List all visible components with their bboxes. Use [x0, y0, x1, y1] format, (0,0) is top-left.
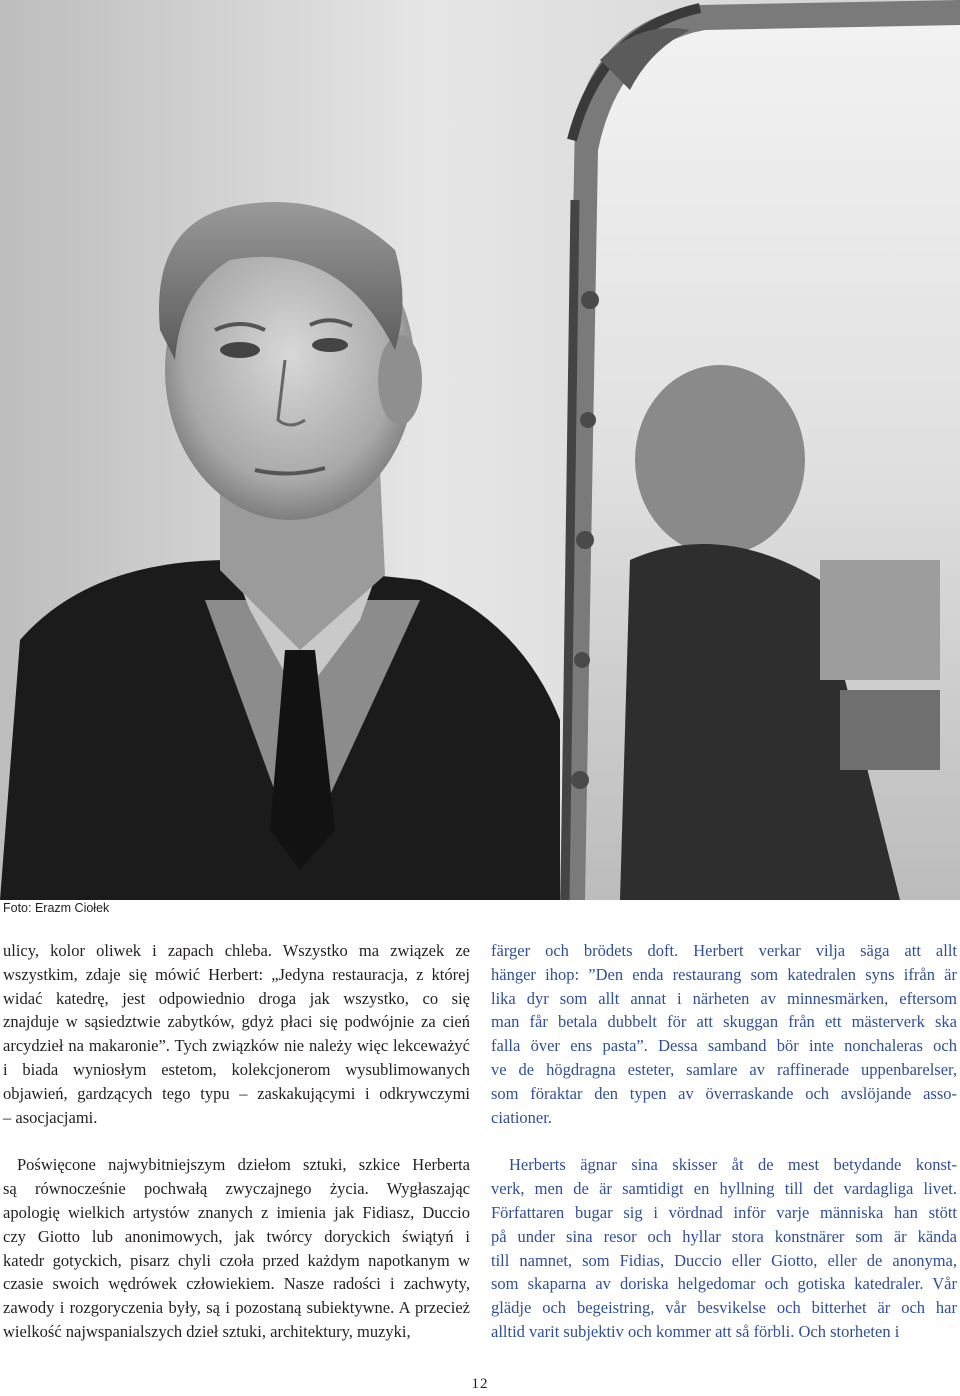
text-line: są równocześnie pochwałą zwyczajnego życia. Wygłaszając — [3, 1179, 470, 1199]
text-line: hänger ihop: ”Den enda restaurang som katedralen syns ifrån är — [491, 964, 957, 984]
swedish-paragraph-1 — [491, 939, 957, 1129]
photo-credit: Foto: Erazm Ciołek — [3, 901, 110, 915]
text-line: objawień, gardzących tego typu – zaskakującymi i odkrywczymi — [3, 1083, 470, 1103]
text-line: widać katedrę, jest odpowiednio droga jak wszystko, co się — [3, 988, 470, 1008]
text-line: i biada wyniosłym estetom, kolekcjonerom wysublimowanych — [3, 1059, 470, 1079]
text-line: som skaparna av doriska helgedomar och gotiska katedraler. Vår — [491, 1274, 957, 1294]
text-line: falla över ens pasta”. Dessa samband bör inte nonchaleras och — [491, 1036, 957, 1056]
page-number: 12 — [471, 1376, 489, 1392]
text-line: Poświęcone najwybitniejszym dziełom sztuki, szkice Herberta — [17, 1155, 470, 1175]
text-line: katedr gotyckich, pisarz chyli czoła przed każdym napotkanym w — [3, 1250, 470, 1270]
text-line: zawody i rozgoryczenia były, są i pozostaną subiektywne. A przecież — [3, 1298, 470, 1318]
text-line: på under sina resor och hyllar stora konstnärer som är kända — [491, 1226, 957, 1246]
text-line: lika dyr som allt annat i närheten av minnesmärken, eftersom — [491, 988, 957, 1008]
polish-text-column — [3, 939, 470, 1344]
text-line: verk, men de är samtidigt en hyllning till det vardagliga livet. — [491, 1179, 957, 1199]
text-line: alltid varit subjektiv och kommer att så förbli. Och storheten i — [491, 1321, 900, 1341]
text-line: ve de högdragna esteter, samlare av raffinerade uppenbarelser, — [491, 1059, 957, 1079]
text-line: znajduje w sąsiedztwie zabytków, gdyż płaci się podwójnie za cień — [3, 1012, 470, 1032]
text-line: arcydzieł na makaronie”. Tych związków nie należy więc lekceważyć — [3, 1036, 470, 1056]
text-line: wielkość najwspanialszych dzieł sztuki, architektury, muzyki, — [3, 1321, 411, 1341]
text-line: apologię wielkich artystów znanych z imienia jak Fidiasz, Duccio — [3, 1202, 470, 1222]
swedish-paragraph-2 — [491, 1153, 957, 1343]
polish-paragraph-1 — [3, 939, 470, 1129]
text-line: wszystkim, zdaje się mówić Herbert: „Jedyna restauracja, z której — [3, 964, 470, 984]
text-line: man får betala dubbelt för att skuggan från ett mästerverk ska — [491, 1012, 957, 1032]
polish-paragraph-2 — [3, 1153, 470, 1343]
text-line: Herberts ägnar sina skisser åt de mest betydande konst- — [509, 1155, 957, 1175]
text-line: Författaren bugar sig i vördnad inför varje människa han stött — [491, 1202, 957, 1222]
text-line: färger och brödets doft. Herbert verkar vilja säga att allt — [491, 941, 957, 960]
text-line: till namnet, som Fidias, Duccio eller Giotto, eller de anonyma, — [491, 1250, 957, 1270]
text-line: ciationer. — [491, 1107, 552, 1127]
text-line: – asocjacjami. — [3, 1107, 98, 1127]
text-line: glädje och begeistring, vår besvikelse och bitterhet är och har — [491, 1298, 957, 1318]
text-line: czy Giotto lub anonimowych, jak twórcy doryckich świątyń i — [3, 1226, 470, 1246]
text-line: ulicy, kolor oliwek i zapach chleba. Wszystko ma związek ze — [3, 941, 470, 960]
swedish-text-column — [491, 939, 957, 1344]
text-line: czasie swoich wędrówek człowiekiem. Nasze radości i zachwyty, — [3, 1274, 470, 1294]
text-line: som föraktar den typen av överraskande och avslöjande asso- — [491, 1083, 957, 1103]
